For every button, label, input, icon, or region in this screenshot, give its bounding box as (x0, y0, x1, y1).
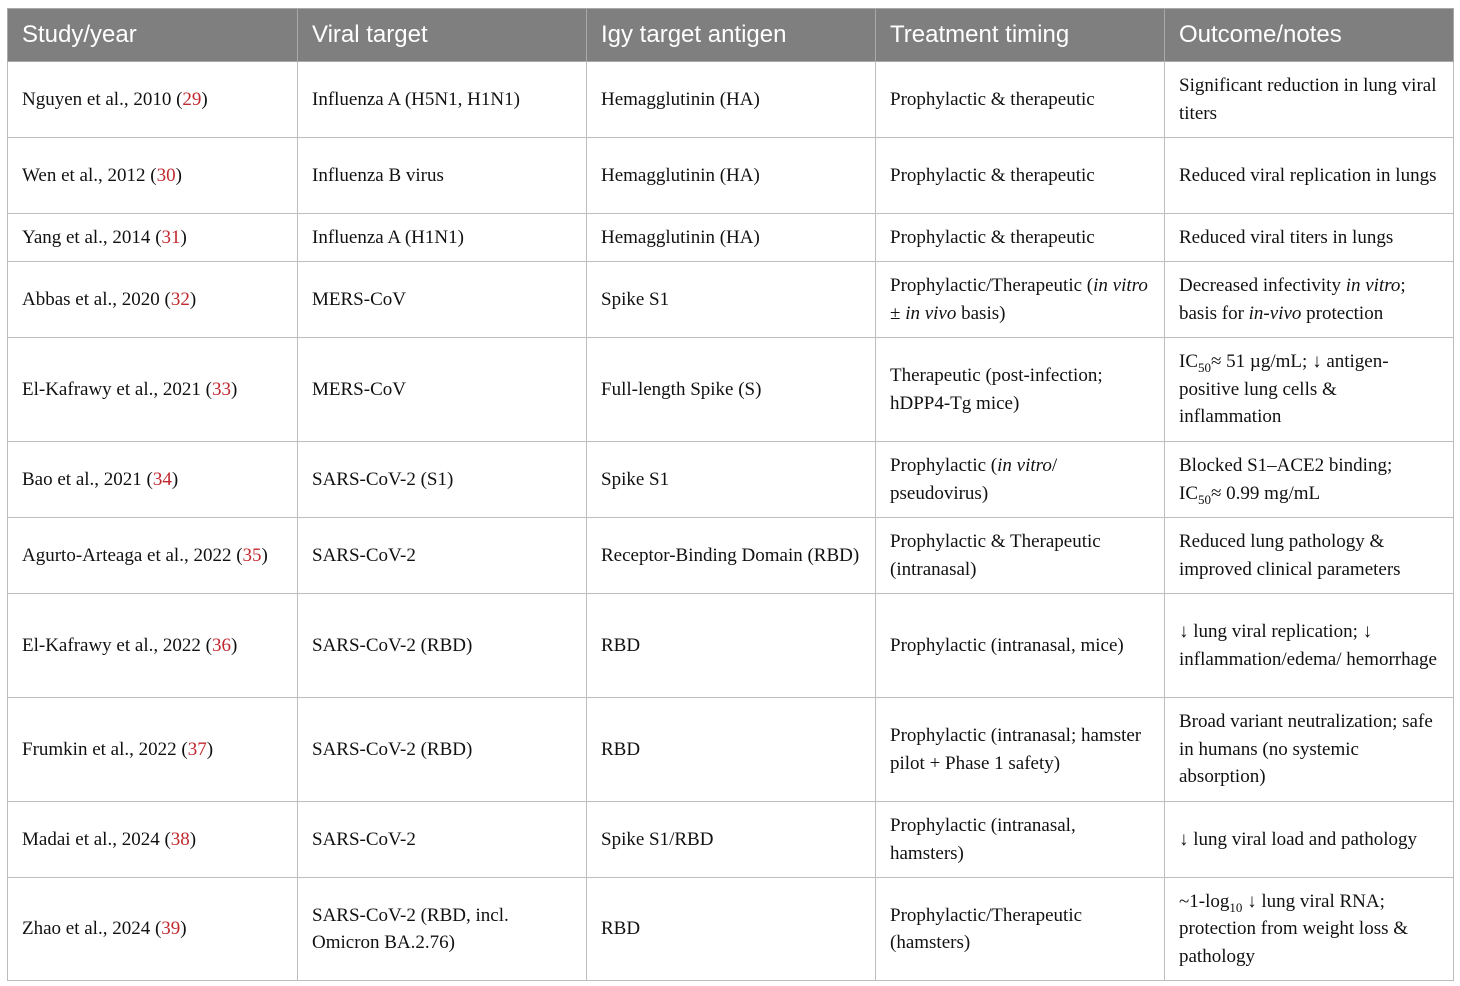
study-name: Frumkin et al., 2022 (22, 738, 177, 760)
outcome-cell: ↓ lung viral load and pathology (1165, 802, 1454, 878)
reference-link[interactable]: 37 (187, 738, 207, 760)
table-row (8, 214, 1454, 262)
timing-cell: Prophylactic (in vitro/ pseudovirus) (876, 442, 1165, 518)
header-antigen: Igy target antigen (587, 9, 876, 62)
viral-target-cell: Influenza B virus (298, 138, 587, 214)
viral-target-cell: SARS-CoV-2 (S1) (298, 442, 587, 518)
reference-link[interactable]: 30 (156, 164, 176, 186)
antigen-cell: Spike S1/RBD (587, 802, 876, 878)
outcome-cell: Blocked S1–ACE2 binding; $IC_{50}\approx 0.99$ mg/mL (1165, 442, 1454, 518)
timing-cell: Prophylactic (intranasal, hamsters) (876, 802, 1165, 878)
outcome-cell: Significant reduction in lung viral titers (1165, 62, 1454, 138)
timing-cell: Prophylactic/Therapeutic (in vitro ± in vivo basis) (876, 262, 1165, 338)
timing-cell: Prophylactic (intranasal; hamster pilot + Phase 1 safety) (876, 698, 1165, 802)
reference-link[interactable]: 38 (170, 828, 190, 850)
viral-target-cell: MERS-CoV (298, 262, 587, 338)
viral-target-cell: SARS-CoV-2 (RBD) (298, 698, 587, 802)
viral-target-cell: MERS-CoV (298, 338, 587, 442)
timing-cell: Prophylactic & Therapeutic (intranasal) (876, 518, 1165, 594)
header-treatment-timing: Treatment timing (876, 9, 1165, 62)
reference-link[interactable]: 36 (211, 634, 231, 656)
viral-target-cell: SARS-CoV-2 (RBD, incl. Omicron BA.2.76) (298, 878, 587, 981)
outcome-cell: Broad variant neutralization; safe in humans (no systemic absorption) (1165, 698, 1454, 802)
antigen-cell: Hemagglutinin (HA) (587, 214, 876, 262)
table-row (8, 878, 1454, 981)
antigen-cell: Spike S1 (587, 262, 876, 338)
antigen-cell: RBD (587, 698, 876, 802)
study-cell: El-Kafrawy et al., 2022 (36) (8, 594, 298, 698)
study-name: El-Kafrawy et al., 2022 (22, 634, 201, 656)
header-row (8, 9, 1454, 62)
reference-link[interactable]: 32 (170, 288, 190, 310)
outcome-cell: Decreased infectivity in vitro; basis for in-vivo protection (1165, 262, 1454, 338)
outcome-cell: Reduced viral replication in lungs (1165, 138, 1454, 214)
antigen-cell: Hemagglutinin (HA) (587, 138, 876, 214)
header-viral-target: Viral target (298, 9, 587, 62)
reference-link[interactable]: 31 (161, 226, 181, 248)
study-cell: Nguyen et al., 2010 (29) (8, 62, 298, 138)
study-name: El-Kafrawy et al., 2021 (22, 378, 201, 400)
study-name: Nguyen et al., 2010 (22, 88, 172, 110)
reference-link[interactable]: 29 (182, 88, 202, 110)
study-name: Yang et al., 2014 (22, 226, 151, 248)
antigen-cell: Hemagglutinin (HA) (587, 62, 876, 138)
table-row (8, 442, 1454, 518)
table-row (8, 338, 1454, 442)
study-cell: El-Kafrawy et al., 2021 (33) (8, 338, 298, 442)
timing-cell: Prophylactic & therapeutic (876, 62, 1165, 138)
study-name: Agurto-Arteaga et al., 2022 (22, 544, 232, 566)
study-cell: Zhao et al., 2024 (39) (8, 878, 298, 981)
antigen-cell: RBD (587, 594, 876, 698)
table-row (8, 62, 1454, 138)
outcome-cell: Reduced viral titers in lungs (1165, 214, 1454, 262)
antigen-cell: RBD (587, 878, 876, 981)
viral-target-cell: Influenza A (H5N1, H1N1) (298, 62, 587, 138)
viral-target-cell: SARS-CoV-2 (298, 802, 587, 878)
study-cell: Frumkin et al., 2022 (37) (8, 698, 298, 802)
table-row (8, 698, 1454, 802)
outcome-cell: Reduced lung pathology & improved clinical parameters (1165, 518, 1454, 594)
study-name: Zhao et al., 2024 (22, 918, 151, 940)
study-name: Abbas et al., 2020 (22, 288, 160, 310)
timing-cell: Prophylactic & therapeutic (876, 214, 1165, 262)
reference-link[interactable]: 33 (211, 378, 231, 400)
viral-target-cell: Influenza A (H1N1) (298, 214, 587, 262)
study-cell: Bao et al., 2021 (34) (8, 442, 298, 518)
study-cell: Abbas et al., 2020 (32) (8, 262, 298, 338)
table-row (8, 138, 1454, 214)
header-study-year: Study/year (8, 9, 298, 62)
reference-link[interactable]: 34 (152, 468, 172, 490)
table-row (8, 518, 1454, 594)
study-cell: Madai et al., 2024 (38) (8, 802, 298, 878)
study-cell: Yang et al., 2014 (31) (8, 214, 298, 262)
study-name: Wen et al., 2012 (22, 164, 146, 186)
study-cell: Wen et al., 2012 (30) (8, 138, 298, 214)
viral-target-cell: SARS-CoV-2 (RBD) (298, 594, 587, 698)
timing-cell: Prophylactic & therapeutic (876, 138, 1165, 214)
reference-link[interactable]: 35 (242, 544, 262, 566)
outcome-cell: $\sim 1-\log_{10}$ ↓ lung viral RNA; protection from weight loss & pathology (1165, 878, 1454, 981)
timing-cell: Prophylactic (intranasal, mice) (876, 594, 1165, 698)
studies-table (7, 8, 1454, 981)
table-row (8, 262, 1454, 338)
antigen-cell: Spike S1 (587, 442, 876, 518)
study-name: Bao et al., 2021 (22, 468, 142, 490)
study-cell: Agurto-Arteaga et al., 2022 (35) (8, 518, 298, 594)
timing-cell: Therapeutic (post-infection; hDPP4-Tg mice) (876, 338, 1165, 442)
header-outcome: Outcome/notes (1165, 9, 1454, 62)
reference-link[interactable]: 39 (161, 918, 181, 940)
antigen-cell: Receptor-Binding Domain (RBD) (587, 518, 876, 594)
viral-target-cell: SARS-CoV-2 (298, 518, 587, 594)
table-row (8, 594, 1454, 698)
outcome-cell: $IC_{50}\approx 51$ µg/mL; ↓ antigen-positive lung cells & inflammation (1165, 338, 1454, 442)
study-name: Madai et al., 2024 (22, 828, 160, 850)
antigen-cell: Full-length Spike (S) (587, 338, 876, 442)
outcome-cell: ↓ lung viral replication; ↓ inflammation/edema/ hemorrhage (1165, 594, 1454, 698)
timing-cell: Prophylactic/Therapeutic (hamsters) (876, 878, 1165, 981)
table-row (8, 802, 1454, 878)
